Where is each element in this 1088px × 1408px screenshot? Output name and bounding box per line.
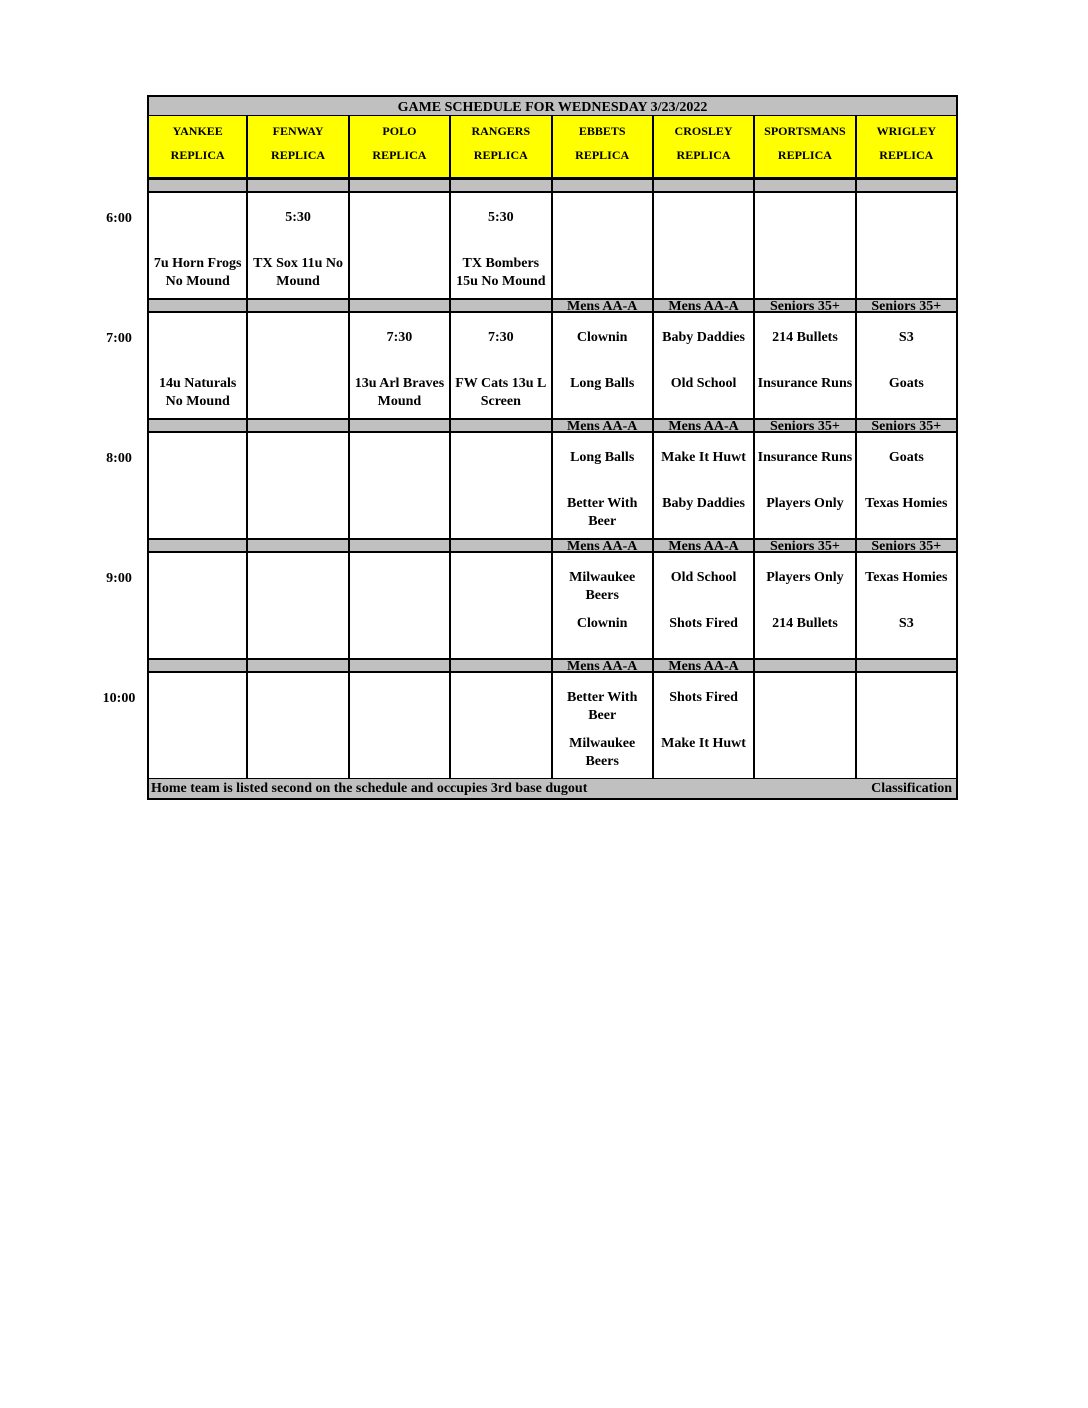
game-cell bbox=[755, 673, 856, 778]
field-header-ebbets bbox=[553, 116, 654, 178]
classification-cell bbox=[147, 178, 248, 193]
field-name: POLO bbox=[382, 124, 417, 138]
field-header-row bbox=[147, 116, 958, 178]
game-cell-top: 7:30 bbox=[487, 330, 514, 345]
game-cell bbox=[350, 193, 451, 298]
game-cell bbox=[248, 313, 349, 418]
classification-row bbox=[147, 178, 958, 193]
classification-cell: Seniors 35+ bbox=[755, 298, 856, 313]
game-cell bbox=[553, 193, 654, 298]
classification-cell bbox=[350, 298, 451, 313]
field-header-wrigley bbox=[857, 116, 958, 178]
game-cell-top: Baby Daddies bbox=[662, 330, 745, 345]
classification-cell bbox=[755, 178, 856, 193]
field-name: RANGERS bbox=[471, 124, 531, 138]
game-cell bbox=[857, 433, 958, 538]
game-cell bbox=[451, 433, 552, 538]
field-name: CROSLEY bbox=[674, 124, 733, 138]
schedule-body bbox=[147, 178, 958, 778]
game-cell-top: Shots Fired bbox=[669, 690, 738, 705]
classification-cell bbox=[147, 658, 248, 673]
schedule-footer bbox=[147, 778, 958, 800]
field-header-rangers bbox=[451, 116, 552, 178]
time-slot-row bbox=[147, 673, 958, 778]
field-subtitle: REPLICA bbox=[271, 148, 326, 162]
game-cell-top: 214 Bullets bbox=[772, 330, 838, 345]
game-cell bbox=[248, 193, 349, 298]
classification-cell: Seniors 35+ bbox=[755, 418, 856, 433]
field-header-yankee bbox=[147, 116, 248, 178]
time-slot-row bbox=[147, 553, 958, 658]
field-name: WRIGLEY bbox=[876, 124, 936, 138]
field-subtitle: REPLICA bbox=[473, 148, 528, 162]
game-cell-top: Make It Huwt bbox=[661, 450, 746, 465]
classification-cell bbox=[147, 538, 248, 553]
game-cell-bottom: 214 Bullets bbox=[772, 616, 838, 631]
time-label: 10:00 bbox=[102, 691, 136, 706]
game-cell bbox=[553, 433, 654, 538]
classification-cell bbox=[147, 418, 248, 433]
classification-row bbox=[147, 538, 958, 553]
game-cell-top: Milwaukee Beers bbox=[569, 570, 636, 603]
classification-row bbox=[147, 418, 958, 433]
classification-cell bbox=[248, 538, 349, 553]
game-cell-top: Better With Beer bbox=[566, 690, 638, 723]
game-cell-top: Old School bbox=[670, 570, 737, 585]
field-name: EBBETS bbox=[578, 124, 626, 138]
game-cell bbox=[248, 673, 349, 778]
field-subtitle: REPLICA bbox=[575, 148, 630, 162]
game-cell bbox=[553, 673, 654, 778]
game-cell-bottom: 13u Arl Braves Mound bbox=[354, 376, 445, 409]
game-cell bbox=[451, 193, 552, 298]
classification-cell bbox=[857, 178, 958, 193]
classification-cell: Mens AA-A bbox=[654, 418, 755, 433]
game-cell-top: 5:30 bbox=[487, 210, 514, 225]
game-cell bbox=[147, 193, 248, 298]
classification-cell: Mens AA-A bbox=[553, 538, 654, 553]
time-label: 6:00 bbox=[106, 211, 132, 226]
game-cell bbox=[147, 433, 248, 538]
game-cell bbox=[147, 553, 248, 658]
game-cell bbox=[451, 313, 552, 418]
field-name: FENWAY bbox=[272, 124, 324, 138]
field-name: YANKEE bbox=[172, 124, 223, 138]
game-cell-bottom: TX Bombers 15u No Mound bbox=[456, 256, 546, 289]
classification-cell: Seniors 35+ bbox=[857, 298, 958, 313]
classification-cell bbox=[755, 658, 856, 673]
classification-cell: Mens AA-A bbox=[654, 658, 755, 673]
field-name: SPORTSMANS bbox=[764, 124, 846, 138]
classification-cell: Mens AA-A bbox=[553, 298, 654, 313]
footer-classification-label: Classification bbox=[871, 781, 952, 796]
classification-cell: Mens AA-A bbox=[553, 658, 654, 673]
game-cell bbox=[654, 193, 755, 298]
classification-cell bbox=[553, 178, 654, 193]
classification-cell bbox=[147, 298, 248, 313]
field-subtitle: REPLICA bbox=[879, 148, 934, 162]
game-cell-bottom: TX Sox 11u No Mound bbox=[253, 256, 343, 289]
game-cell bbox=[654, 313, 755, 418]
classification-cell bbox=[248, 178, 349, 193]
classification-cell: Mens AA-A bbox=[654, 538, 755, 553]
game-cell bbox=[654, 433, 755, 538]
classification-cell bbox=[451, 658, 552, 673]
game-cell bbox=[147, 313, 248, 418]
classification-row bbox=[147, 298, 958, 313]
time-label: 8:00 bbox=[106, 451, 132, 466]
classification-cell bbox=[350, 418, 451, 433]
game-cell-top: Texas Homies bbox=[865, 570, 948, 585]
field-subtitle: REPLICA bbox=[170, 148, 225, 162]
game-cell bbox=[857, 553, 958, 658]
game-cell bbox=[857, 313, 958, 418]
classification-cell bbox=[248, 658, 349, 673]
game-cell bbox=[755, 313, 856, 418]
classification-cell bbox=[350, 658, 451, 673]
game-cell-top: Players Only bbox=[766, 570, 844, 585]
game-cell-bottom: 7u Horn Frogs No Mound bbox=[153, 256, 242, 289]
game-cell bbox=[857, 193, 958, 298]
field-header-crosley bbox=[654, 116, 755, 178]
field-header-sportsmans bbox=[755, 116, 856, 178]
classification-cell: Mens AA-A bbox=[553, 418, 654, 433]
game-cell-top: Goats bbox=[888, 450, 924, 465]
game-cell-top: Insurance Runs bbox=[757, 450, 853, 465]
game-cell bbox=[553, 553, 654, 658]
footer-note: Home team is listed second on the schedule and occupies 3rd base dugout bbox=[151, 781, 588, 796]
classification-cell bbox=[451, 418, 552, 433]
game-cell-bottom: Baby Daddies bbox=[662, 496, 745, 511]
field-subtitle: REPLICA bbox=[777, 148, 832, 162]
classification-cell bbox=[451, 538, 552, 553]
game-cell-top: S3 bbox=[898, 330, 914, 345]
classification-cell: Seniors 35+ bbox=[857, 538, 958, 553]
schedule-title: GAME SCHEDULE FOR WEDNESDAY 3/23/2022 bbox=[147, 95, 958, 116]
game-cell bbox=[755, 553, 856, 658]
game-cell-bottom: Insurance Runs bbox=[757, 376, 853, 391]
game-cell bbox=[147, 673, 248, 778]
classification-cell bbox=[350, 538, 451, 553]
game-cell bbox=[248, 433, 349, 538]
game-cell bbox=[857, 673, 958, 778]
game-cell-top: 5:30 bbox=[285, 210, 311, 225]
classification-cell bbox=[248, 418, 349, 433]
time-slot-row bbox=[147, 433, 958, 538]
game-cell bbox=[350, 553, 451, 658]
classification-cell bbox=[451, 298, 552, 313]
game-cell bbox=[755, 193, 856, 298]
classification-cell bbox=[248, 298, 349, 313]
game-cell bbox=[654, 553, 755, 658]
game-cell-top: Clownin bbox=[576, 330, 628, 345]
game-cell-bottom: Clownin bbox=[576, 616, 628, 631]
game-cell-bottom: Better With Beer bbox=[566, 496, 638, 529]
game-cell bbox=[350, 313, 451, 418]
game-cell bbox=[350, 433, 451, 538]
game-cell bbox=[755, 433, 856, 538]
field-subtitle: REPLICA bbox=[676, 148, 731, 162]
game-cell-bottom: Shots Fired bbox=[669, 616, 738, 631]
classification-cell bbox=[857, 658, 958, 673]
game-cell-bottom: 14u Naturals No Mound bbox=[158, 376, 237, 409]
time-label: 9:00 bbox=[106, 571, 132, 586]
classification-cell: Mens AA-A bbox=[654, 298, 755, 313]
classification-cell: Seniors 35+ bbox=[857, 418, 958, 433]
game-cell-bottom: Milwaukee Beers bbox=[569, 736, 636, 769]
game-cell-bottom: Old School bbox=[670, 376, 737, 391]
game-cell-bottom: S3 bbox=[898, 616, 914, 631]
classification-cell bbox=[350, 178, 451, 193]
game-cell bbox=[654, 673, 755, 778]
game-cell bbox=[451, 553, 552, 658]
game-cell-bottom: Long Balls bbox=[570, 376, 635, 391]
game-cell bbox=[350, 673, 451, 778]
schedule-table bbox=[147, 95, 958, 800]
game-cell-bottom: Players Only bbox=[766, 496, 844, 511]
classification-row bbox=[147, 658, 958, 673]
game-cell-top: Long Balls bbox=[570, 450, 635, 465]
time-label: 7:00 bbox=[106, 331, 132, 346]
classification-cell bbox=[654, 178, 755, 193]
field-header-polo bbox=[350, 116, 451, 178]
game-cell bbox=[248, 553, 349, 658]
classification-cell: Seniors 35+ bbox=[755, 538, 856, 553]
game-cell-bottom: Make It Huwt bbox=[661, 736, 746, 751]
game-cell-top: 7:30 bbox=[386, 330, 413, 345]
game-cell bbox=[451, 673, 552, 778]
field-header-fenway bbox=[248, 116, 349, 178]
field-subtitle: REPLICA bbox=[372, 148, 427, 162]
time-slot-row bbox=[147, 193, 958, 298]
time-slot-row bbox=[147, 313, 958, 418]
game-cell-bottom: FW Cats 13u L Screen bbox=[455, 376, 547, 409]
game-cell-bottom: Goats bbox=[888, 376, 924, 391]
classification-cell bbox=[451, 178, 552, 193]
game-cell bbox=[553, 313, 654, 418]
game-cell-bottom: Texas Homies bbox=[865, 496, 948, 511]
